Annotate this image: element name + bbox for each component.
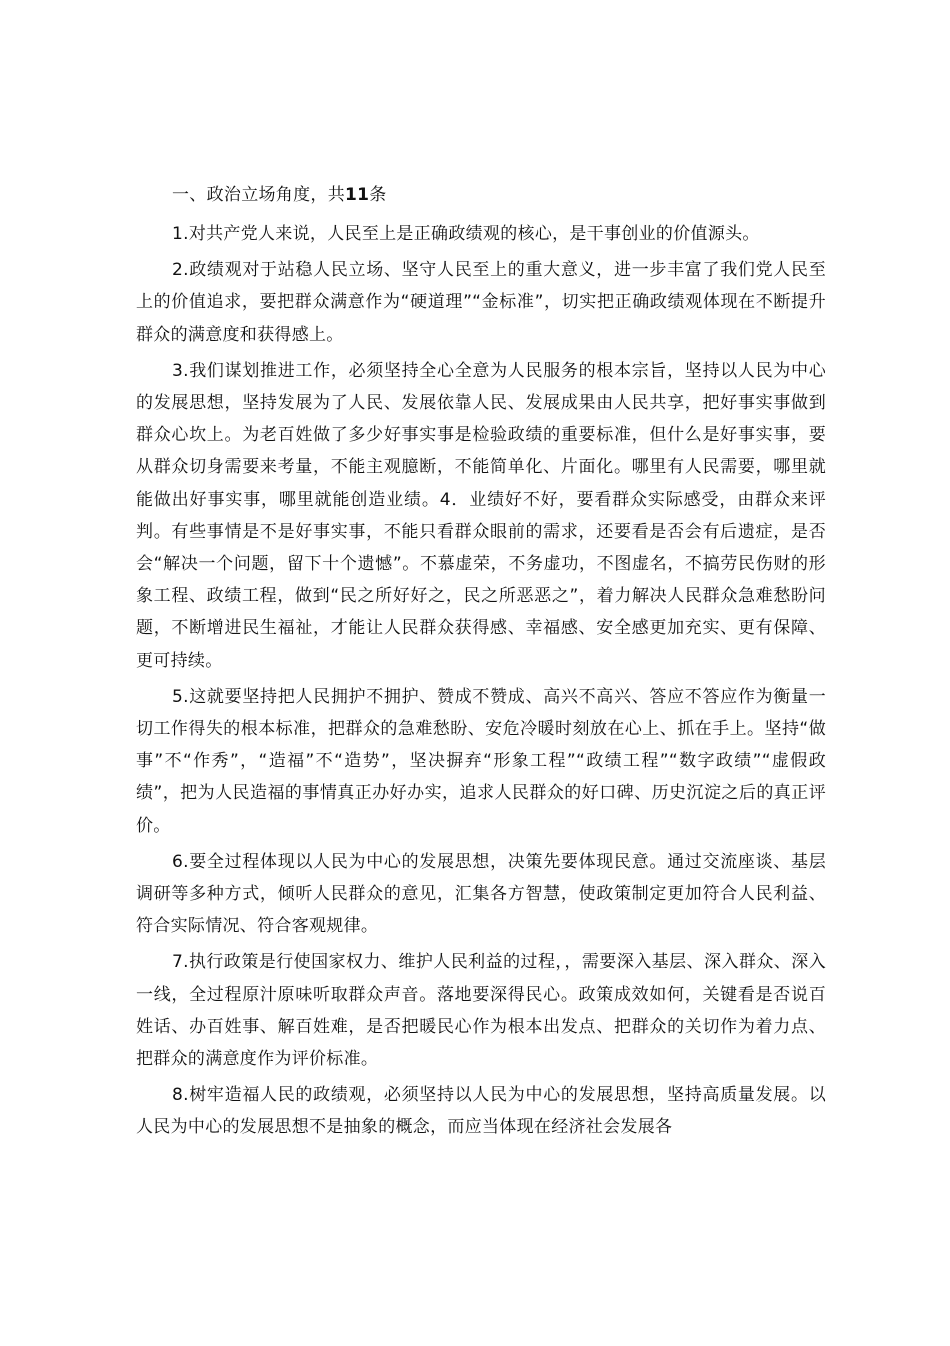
paragraph-2: 2.政绩观对于站稳人民立场、坚守人民至上的重大意义，进一步丰富了我们党人民至上的价值追求，要把群众满意作为“硬道理”“金标准”，切实把正确政绩观体现在不断提升群众的满意度和获得感上。 (136, 260, 826, 345)
section-heading-prefix: 一、政治立场角度，共 (172, 185, 345, 205)
paragraph-1: 1.对共产党人来说，人民至上是正确政绩观的核心，是干事创业的价值源头。 (172, 224, 760, 244)
section-heading-suffix: 条 (369, 185, 387, 205)
section-heading (136, 178, 826, 212)
section-heading-count: 11 (345, 185, 370, 205)
paragraph-5: 5.这就要坚持把人民拥护不拥护、赞成不赞成、高兴不高兴、答应不答应作为衡量一切工作得失的根本标准，把群众的急难愁盼、安危冷暖时刻放在心上、抓在手上。坚持“做事”不“作秀”，“造福”不“造势”，坚决摒弃“形象工程”“政绩工程”“数字政绩”“虚假政绩”，把为人民造福的事情真正办好办实，追求人民群众的好口碑、历史沉淀之后的真正评价。 (136, 686, 826, 836)
paragraph-3: 3.我们谋划推进工作，必须坚持全心全意为人民服务的根本宗旨，坚持以人民为中心的发展思想，坚持发展为了人民、发展依靠人民、发展成果由人民共享，把好事实事做到群众心坎上。为老百姓做了多少好事实事是检验政绩的重要标准，但什么是好事实事，要从群众切身需要来考量，不能主观臆断，不能简单化、片面化。哪里有人民需要，哪里就能做出好事实事，哪里就能创造业绩。4．业绩好不好，要看群众实际感受，由群众来评判。有些事情是不是好事实事，不能只看群众眼前的需求，还要看是否会有后遗症，是否会“解决一个问题，留下十个遗憾”。不慕虚荣，不务虚功，不图虚名，不搞劳民伤财的形象工程、政绩工程，做到“民之所好好之，民之所恶恶之”，着力解决人民群众急难愁盼问题，不断增进民生福祉，才能让人民群众获得感、幸福感、安全感更加充实、更有保障、更可持续。 (136, 360, 826, 671)
document-body (136, 178, 826, 1148)
paragraph-8: 8.树牢造福人民的政绩观，必须坚持以人民为中心的发展思想，坚持高质量发展。以人民为中心的发展思想不是抽象的概念，而应当体现在经济社会发展各 (136, 1085, 826, 1138)
paragraph-7: 7.执行政策是行使国家权力、维护人民利益的过程，，需要深入基层、深入群众、深入一线，全过程原汁原味听取群众声音。落地要深得民心。政策成效如何，关键看是否说百姓话、办百姓事、解百姓难，是否把暖民心作为根本出发点、把群众的关切作为着力点、把群众的满意度作为评价标准。 (136, 952, 826, 1070)
paragraph-6: 6.要全过程体现以人民为中心的发展思想，决策先要体现民意。通过交流座谈、基层调研等多种方式，倾听人民群众的意见，汇集各方智慧，使政策制定更加符合人民利益、符合实际情况、符合客观规律。 (136, 851, 826, 937)
